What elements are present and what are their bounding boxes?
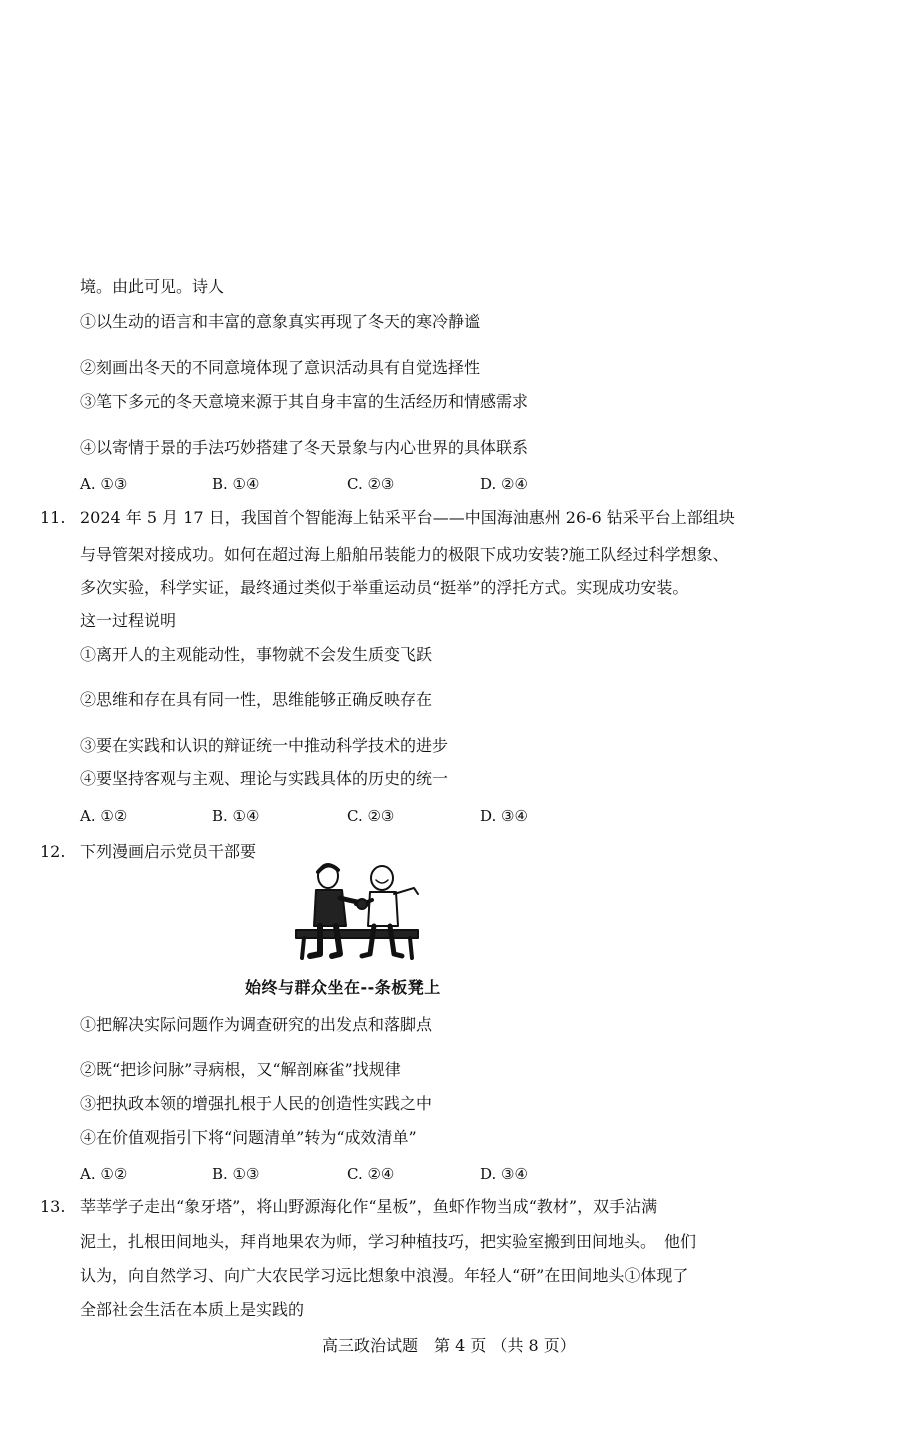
q11-statement-3: ③要在实践和认识的辩证统一中推动科学技术的进步 [80,736,449,755]
q12-statement-3: ③把执政本领的增强扎根于人民的创造性实践之中 [80,1094,433,1113]
q10-option-b[interactable]: B. ①④ [212,475,260,493]
q13-number: 13. [40,1197,66,1216]
q13-stem-line-4: 全部社会生活在本质上是实践的 [80,1300,305,1319]
q11-statement-1: ①离开人的主观能动性，事物就不会发生质变飞跃 [80,645,433,664]
q10-option-c[interactable]: C. ②③ [347,475,395,493]
q10-stem-end: 境。由此可见。诗人 [80,277,225,296]
q12-statement-2: ②既“把诊问脉”寻病根，又“解剖麻雀”找规律 [80,1060,401,1079]
q12-stem: 下列漫画启示党员干部要 [80,842,257,861]
q10-statement-3: ③笔下多元的冬天意境来源于其自身丰富的生活经历和情感需求 [80,392,529,411]
official-body [314,890,346,926]
q12-statement-4: ④在价值观指引下将“问题清单”转为“成效清单” [80,1128,417,1147]
q11-stem-line-3: 多次实验，科学实证，最终通过类似于举重运动员“挺举”的浮托方式。实现成功安装。 [80,578,689,597]
q12-option-b[interactable]: B. ①③ [212,1165,260,1183]
q11-option-a[interactable]: A. ①② [80,807,128,825]
q11-number: 11. [40,508,66,527]
q12-option-c[interactable]: C. ②④ [347,1165,395,1183]
cartoon-caption: 始终与群众坐在--条板凳上 [245,978,441,997]
handshake [357,899,367,909]
q11-option-c[interactable]: C. ②③ [347,807,395,825]
q11-stem-line-1: 2024 年 5 月 17 日，我国首个智能海上钻采平台——中国海油惠州 26-6 钻采平台上部组块 [80,508,735,527]
farmer-head [371,866,393,890]
q10-statement-4: ④以寄情于景的手法巧妙搭建了冬天景象与内心世界的具体联系 [80,438,529,457]
q13-stem-line-2: 泥土，扎根田间地头，拜肖地果农为师，学习种植技巧，把实验室搬到田间地头。 他们 [80,1232,697,1251]
q13-stem-line-3: 认为，向自然学习、向广大农民学习远比想象中浪漫。年轻人“研”在田间地头①体现了 [80,1266,689,1285]
q12-option-a[interactable]: A. ①② [80,1165,128,1183]
q12-option-d[interactable]: D. ③④ [480,1165,528,1183]
q10-option-d[interactable]: D. ②④ [480,475,528,493]
farmer-body [368,892,398,926]
bench-seat [296,930,418,938]
q11-statement-2: ②思维和存在具有同一性，思维能够正确反映存在 [80,690,433,709]
farmer-pipe [394,888,418,894]
q11-stem-line-2: 与导管架对接成功。如何在超过海上船舶吊装能力的极限下成功安装?施工队经过科学想象、 [80,545,729,564]
bench-leg [302,938,304,958]
q10-option-a[interactable]: A. ①③ [80,475,128,493]
q11-stem-line-4: 这一过程说明 [80,611,177,630]
q12-statement-1: ①把解决实际问题作为调查研究的出发点和落脚点 [80,1015,433,1034]
q11-option-d[interactable]: D. ③④ [480,807,528,825]
q11-option-b[interactable]: B. ①④ [212,807,260,825]
q10-statement-2: ②刻画出冬天的不同意境体现了意识活动具有自觉选择性 [80,358,481,377]
q12-number: 12. [40,842,66,861]
cartoon-image [290,858,425,968]
q13-stem-line-1: 莘莘学子走出“象牙塔”，将山野源海化作“星板”，鱼虾作物当成“教材”，双手沾满 [80,1197,658,1216]
q11-statement-4: ④要坚持客观与主观、理论与实践具体的历史的统一 [80,769,449,788]
page-footer: 高三政治试题 第 4 页 （共 8 页） [322,1336,576,1355]
bench-leg [410,938,412,958]
q10-statement-1: ①以生动的语言和丰富的意象真实再现了冬天的寒冷静谧 [80,312,481,331]
